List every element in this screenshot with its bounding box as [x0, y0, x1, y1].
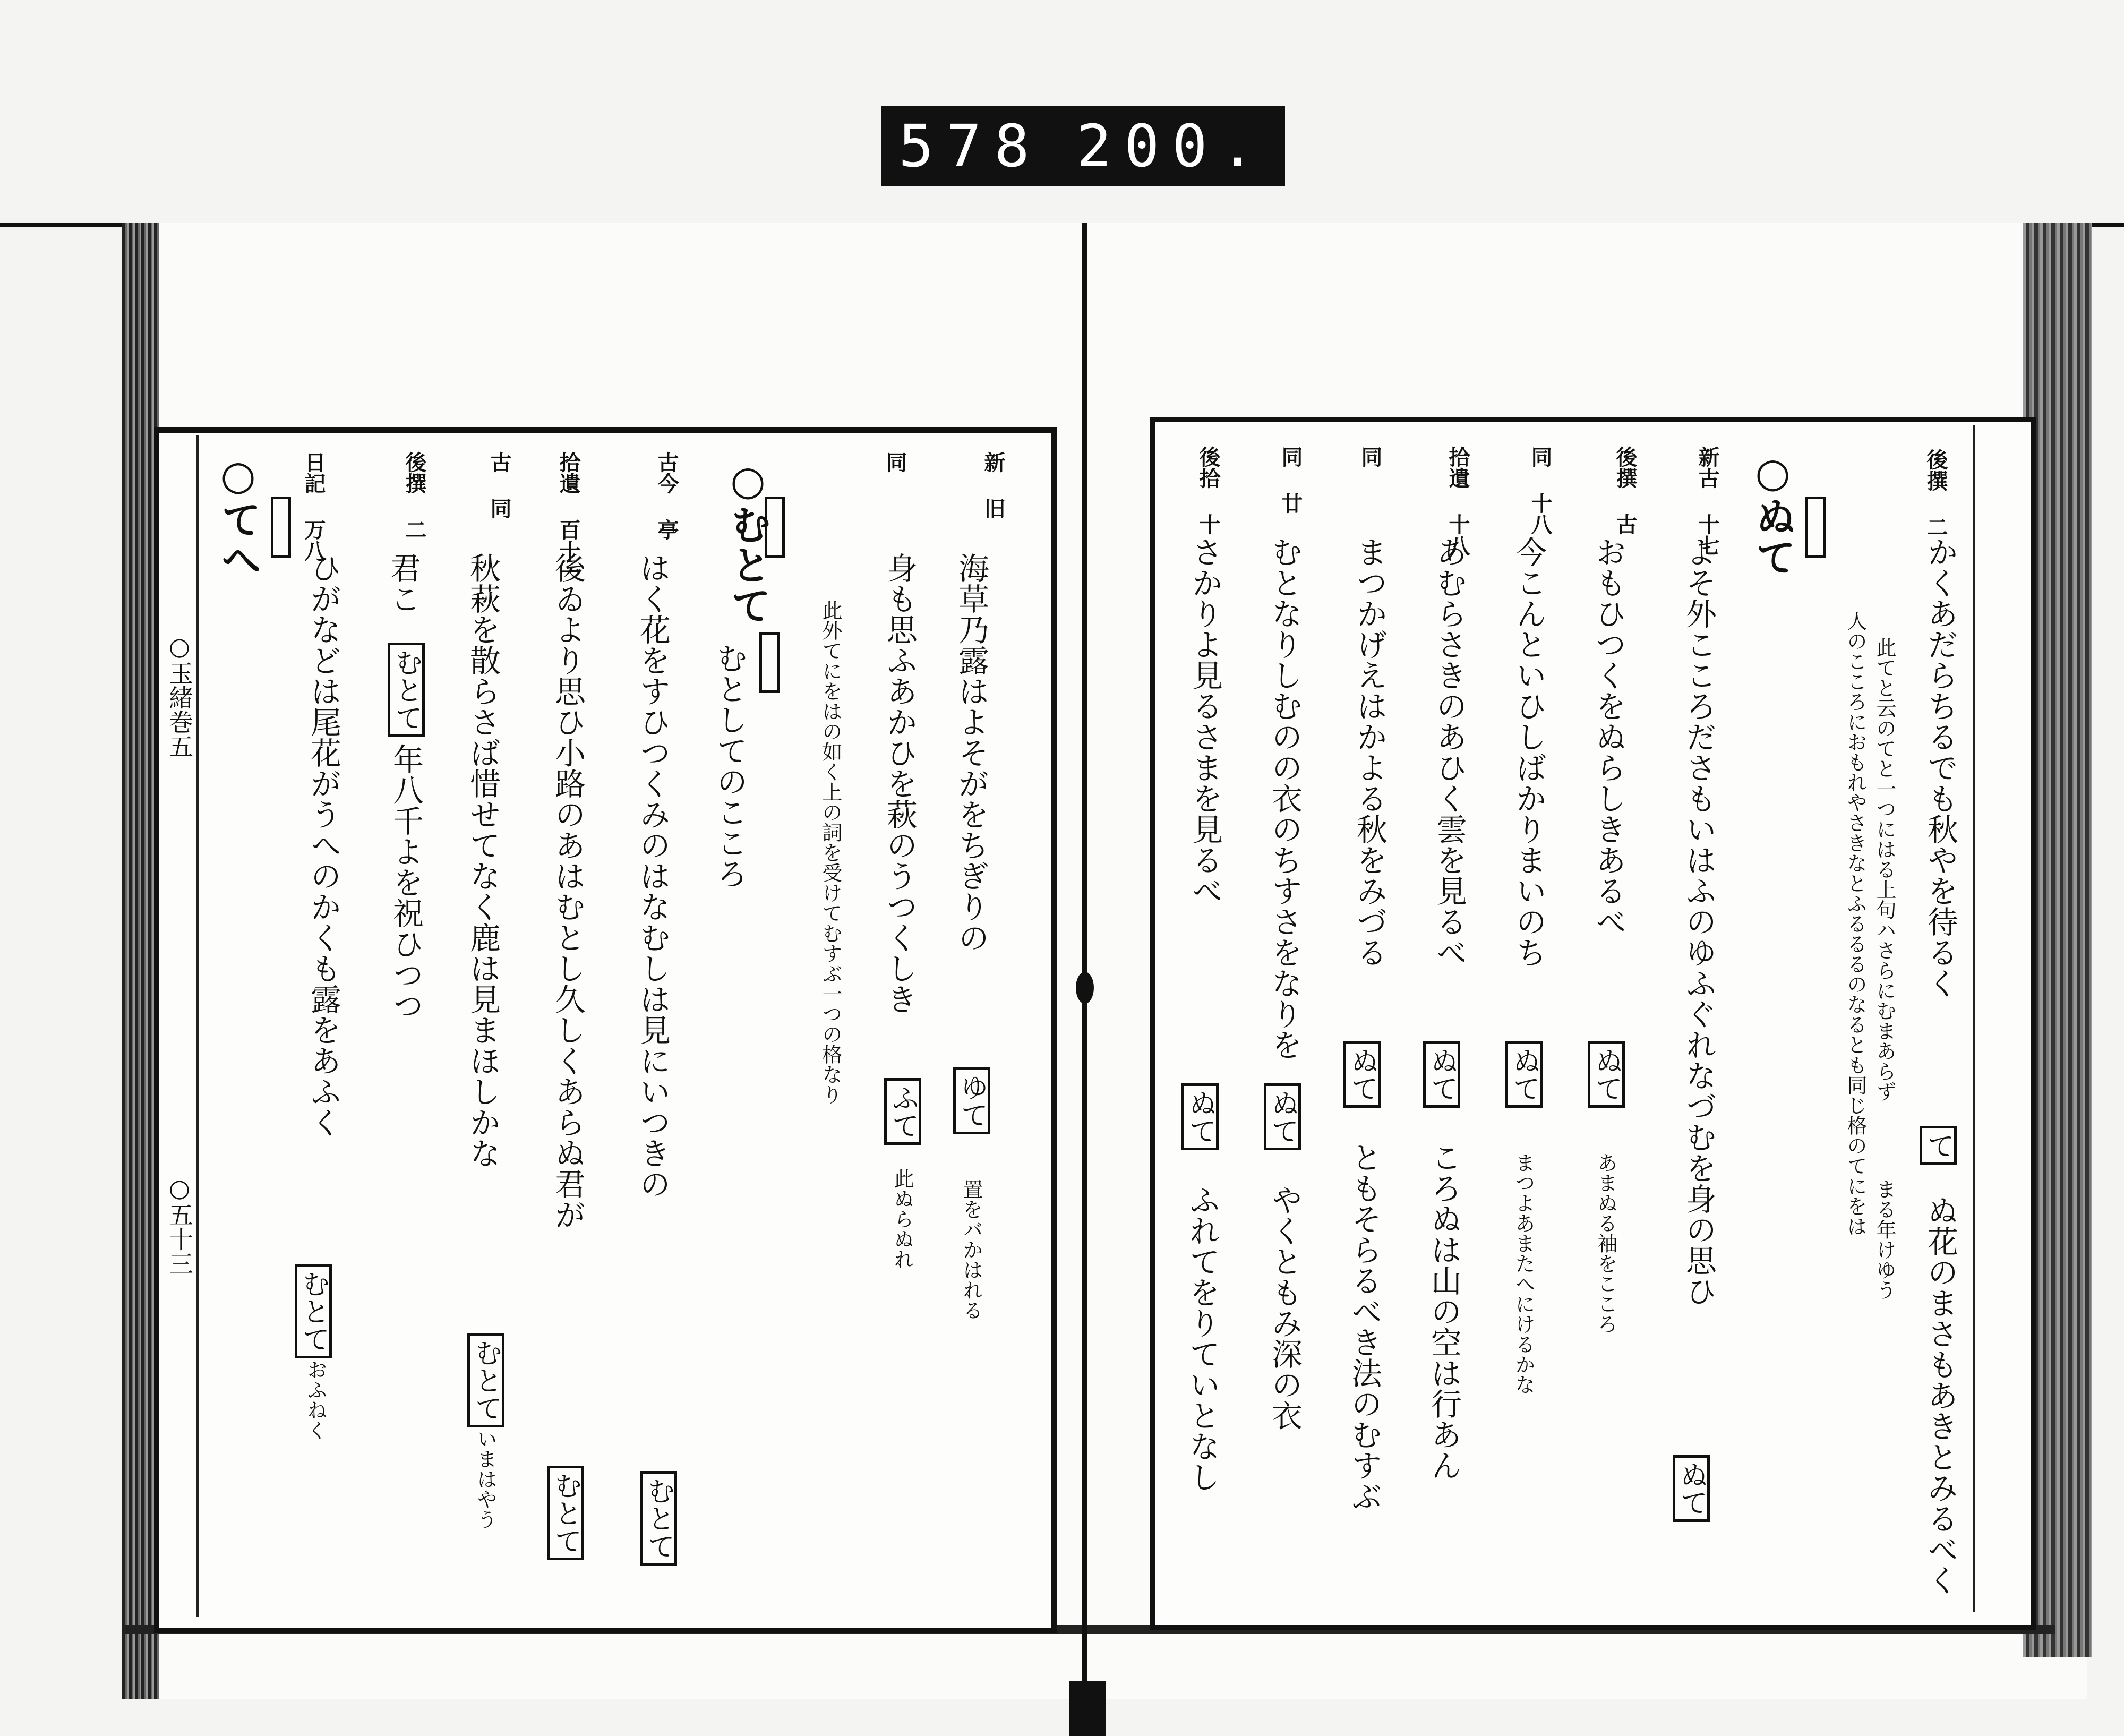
right-col-0-tail: ぬ花のまさもあきとみるべく — [1922, 1195, 1958, 1595]
right-col-4-label: 新古 十七 — [1695, 446, 1720, 556]
left-col-0-tail: 置をバかはれる — [960, 1179, 983, 1320]
left-col-9-box-marker — [271, 497, 291, 558]
left-col-6-boxed: むとて — [467, 1333, 504, 1427]
left-col-8-text: ひがなどは尾花がうへのかくも露をあふく — [305, 552, 341, 1138]
right-col-7-text: あむらさきのあひく雲を見るべ — [1431, 536, 1467, 968]
binding-hole — [1076, 972, 1094, 1004]
right-col-10-boxed: ぬて — [1181, 1083, 1219, 1150]
left-page — [154, 427, 1057, 1633]
left-col-0-boxed: ゆて — [953, 1067, 990, 1134]
left-col-7-label: 後撰 二 — [402, 451, 427, 540]
right-col-0-text: かくあだらちるでも秋やを待るく — [1922, 536, 1958, 998]
right-col-9-tail: やくともみ深の衣 — [1266, 1184, 1303, 1431]
right-col-1-text: 此てと云のてと一つにはる上句ハさらにむまあらず — [1873, 637, 1896, 1101]
right-col-3-heading: ○ぬて — [1749, 449, 1796, 577]
right-col-7-boxed: ぬて — [1423, 1041, 1460, 1108]
right-col-7-tail: ころぬは山の空は行あん — [1426, 1142, 1462, 1481]
right-col-10-text: さかりよ見るさまを見るべ — [1187, 536, 1223, 906]
right-col-5-label: 後撰 古 — [1613, 446, 1638, 535]
right-col-2-text: 人のこころにおもれやさきなとふるるるのなるとも同じ格のてにをは — [1844, 611, 1867, 1236]
left-col-6-label: 古 同 — [487, 451, 512, 519]
left-col-1-tail: 此ぬらぬれ — [890, 1168, 914, 1269]
left-col-4-boxed: むとて — [640, 1471, 677, 1566]
frame-number-frame: 200. — [1076, 112, 1268, 180]
right-col-5-boxed: ぬて — [1588, 1041, 1625, 1108]
left-col-1-boxed: ふて — [884, 1078, 921, 1145]
left-col-8-label: 日記 万八 — [301, 451, 326, 561]
left-col-0-label: 新 旧 — [981, 451, 1006, 519]
right-col-8-tail: ともそらるべき法のむすぶ — [1346, 1142, 1382, 1511]
right-col-0-boxed: て — [1920, 1126, 1957, 1165]
left-col-4-label: 古今 亭 — [654, 451, 679, 540]
right-col-3-box-marker — [1805, 497, 1826, 558]
right-col-4-text: よそ外こころださもいはふのゆふぐれなづむを身の思ひ — [1681, 536, 1717, 1306]
left-margin-note-bottom: ○五十三 — [165, 1174, 194, 1276]
left-col-5-label: 拾遺 百十一 — [556, 451, 581, 583]
left-col-1-text: 身も思ふあかひを萩のうつくしき — [881, 552, 918, 1014]
right-col-4-boxed: ぬて — [1673, 1455, 1710, 1522]
book-spine — [1082, 223, 1087, 1683]
right-col-0-label: 後撰 二 — [1923, 449, 1948, 537]
left-col-3-box-marker-2 — [759, 632, 780, 693]
right-col-5-text: おもひつくをぬらしきあるべ — [1590, 536, 1626, 937]
left-col-3-box-marker — [765, 497, 785, 558]
right-col-6-text: 今こんといひしばかりまいのち — [1511, 536, 1547, 968]
left-col-5-boxed: むとて — [547, 1466, 584, 1560]
left-col-5-text: 後ゐより思ひ小路のあはむとし久しくあらぬ君が — [550, 552, 586, 1230]
right-col-9-text: むとなりしむのの衣のちすさをなりを — [1266, 536, 1303, 1060]
left-col-9-heading: ○てへ — [215, 451, 262, 579]
frame-number-label — [881, 106, 1285, 186]
right-col-7-label: 拾遺 十八 — [1445, 446, 1470, 556]
left-col-6-tail: いまはやう — [474, 1429, 497, 1529]
right-col-8-text: まつかげえはかよる秋をみづる — [1351, 536, 1388, 968]
right-col-9-boxed: ぬて — [1264, 1083, 1301, 1150]
right-col-8-label: 同 — [1358, 446, 1383, 467]
left-col-7-text: 君こ — [385, 552, 421, 614]
left-col-6-text: 秋萩を散らさば惜せてなく鹿は見まほしかな — [465, 552, 501, 1168]
left-margin-note-top: ○玉緒巻五 — [165, 632, 194, 758]
left-col-7-tail: 年八千よを祝ひつつ — [388, 743, 424, 1021]
left-page-inner-rule — [196, 435, 199, 1617]
frame-number-reel: 578 — [898, 112, 1042, 180]
left-col-2-note: 此外てにをはの如く上の詞を受けてむすぶ一つの格なり — [819, 600, 842, 1105]
left-col-8-boxed: むとて — [295, 1264, 332, 1358]
right-page-inner-rule — [1973, 425, 1975, 1612]
right-col-8-boxed: ぬて — [1343, 1041, 1381, 1108]
left-col-7-boxed: むとて — [388, 643, 425, 737]
left-col-3-heading: ○むとて — [724, 457, 772, 625]
spine-clip — [1069, 1681, 1106, 1736]
right-col-10-label: 後拾 十 — [1196, 446, 1221, 535]
right-col-6-boxed: ぬて — [1505, 1041, 1543, 1108]
right-col-9-label: 同 廿 — [1278, 446, 1303, 514]
left-col-1-label: 同 — [883, 451, 907, 473]
right-col-6-tail: まつよあまたへにけるかな — [1512, 1152, 1535, 1395]
left-col-4-text: はく花をすひつくみのはなむしは見にいつきの — [635, 552, 671, 1199]
right-col-6-label: 同 十八 — [1528, 446, 1553, 535]
right-col-10-tail: ふれてをりていとなし — [1184, 1184, 1220, 1492]
right-col-5-tail: あまぬる袖をこころ — [1594, 1152, 1617, 1334]
left-col-0-text: 海草乃露はよそがをちぎりの — [953, 552, 989, 953]
right-col-1-tail: まる年けゆう — [1873, 1179, 1896, 1300]
left-col-8-tail: おふねく — [304, 1359, 327, 1440]
left-col-3-text: むとしてのこころ — [712, 643, 748, 889]
